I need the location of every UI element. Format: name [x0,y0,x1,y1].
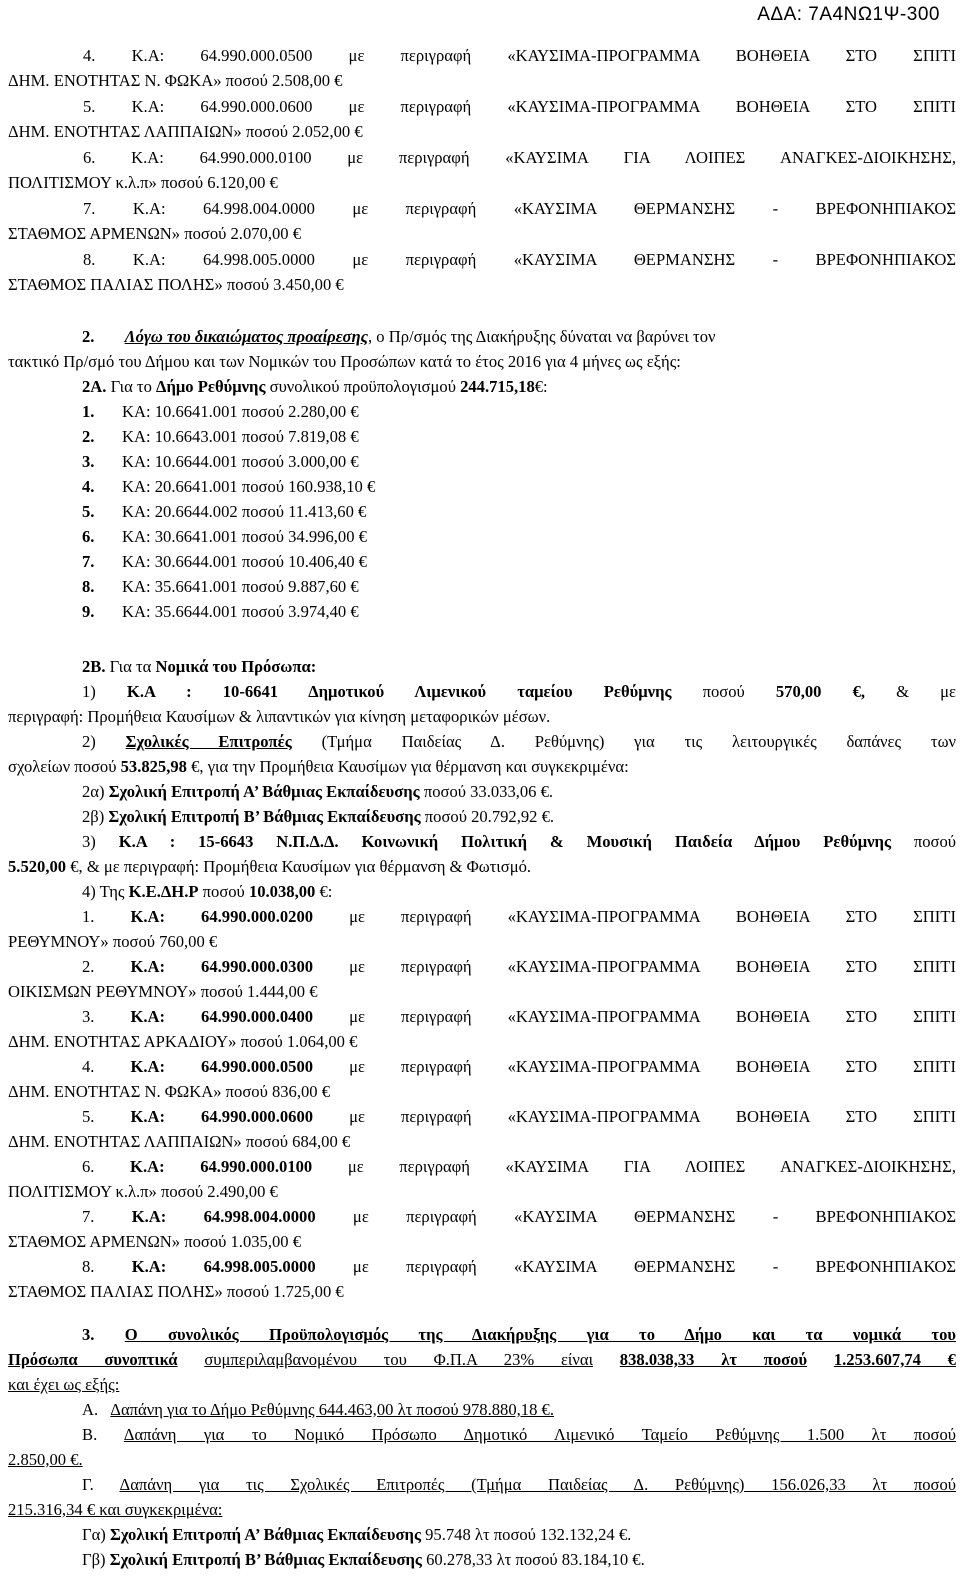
kedhr-item-desc: με περιγραφή «ΚΑΥΣΙΜΑ-ΠΡΟΓΡΑΜΜΑ ΒΟΗΘΕΙΑ ΣΤΟ ΣΠΙΤΙ [349,907,956,926]
sec3-B-line1 [0,1425,956,1445]
kedhr-item-code: Κ.Α: 64.990.000.0400 [130,1007,314,1026]
kedhr-item-desc: με περιγραφή «ΚΑΥΣΙΜΑ-ΠΡΟΓΡΑΜΜΑ ΒΟΗΘΕΙΑ ΣΤΟ ΣΠΙΤΙ [349,957,956,976]
ka-list-text: ΚΑ: 20.6641.001 ποσού 160.938,10 € [122,477,376,496]
kedhr-item-line1 [0,957,956,977]
b1-mid: ποσού [702,682,745,701]
ka-list-item [82,477,960,497]
sec3-Gb-bold: Σχολική Επιτροπή Β’ Βάθμιας Εκπαίδευσης [109,1550,422,1569]
b3-line2-rest: €, & με περιγραφή: Προμήθεια Καυσίμων για θέρμανση & Φωτισμό. [70,857,532,876]
b3-num: 3) [82,832,96,851]
sec2-b-pre: Για τα [109,657,152,676]
sec3-B-label: Β. [82,1425,98,1444]
ka-list-item [82,552,960,572]
kedhr-item-line1 [0,1157,956,1177]
b4-mid: ποσού [202,882,245,901]
sec3-A [82,1400,960,1420]
sec3-Ga-rest: 95.748 λτ ποσού 132.132,24 €. [425,1525,632,1544]
ka-list-number: 8. [82,577,95,596]
b2a-rest: ποσού 33.033,06 €. [423,782,554,801]
sec2-b2a [82,782,960,802]
item-top-6-line1: 6. Κ.Α: 64.990.000.0100 με περιγραφή «ΚΑΥΣΙΜΑ ΓΙΑ ΛΟΙΠΕΣ ΑΝΑΓΚΕΣ-ΔΙΟΙΚΗΣΗΣ, [83,148,956,167]
item-top-6-line2: ΠΟΛΙΤΙΣΜΟΥ κ.λ.π» ποσού 6.120,00 € [8,173,278,192]
sec2-a-amount: 244.715,18 [460,377,535,396]
sec3-l2-mid: συμπεριλαμβανομένου του Φ.Π.Α 23% είναι [204,1350,594,1369]
b1-num: 1) [82,682,96,701]
sec3-B-text: Δαπάνη για το Νομικό Πρόσωπο Δημοτικό Λιμενικό Ταμείο Ρεθύμνης 1.500 λτ ποσού [123,1425,956,1444]
ka-list-number: 2. [82,427,95,446]
ka-list-text: ΚΑ: 10.6641.001 ποσού 2.280,00 € [122,402,359,421]
kedhr-item-desc: με περιγραφή «ΚΑΥΣΙΜΑ-ΠΡΟΓΡΑΜΜΑ ΒΟΗΘΕΙΑ ΣΤΟ ΣΠΙΤΙ [349,1107,956,1126]
kedhr-item-number: 1. [82,907,95,926]
sec3-A-text: Δαπάνη για το Δήμο Ρεθύμνης 644.463,00 λτ ποσού 978.880,18 €. [110,1400,554,1419]
ka-list-item [82,527,960,547]
sec3-G-line1 [0,1475,956,1495]
sec3-G-line2: 215.316,34 € και συγκεκριμένα: [8,1500,223,1519]
b2-num: 2) [82,732,96,751]
kedhr-item-line2: ΔΗΜ. ΕΝΟΤΗΤΑΣ ΛΑΠΠΑΙΩΝ» ποσού 684,00 € [8,1132,351,1151]
b3-bold: Κ.Α : 15-6643 Ν.Π.Δ.Δ. Κοινωνική Πολιτική & Μουσική Παιδεία Δήμου Ρεθύμνης [118,832,891,851]
kedhr-item-desc: με περιγραφή «ΚΑΥΣΙΜΑ-ΠΡΟΓΡΑΜΜΑ ΒΟΗΘΕΙΑ ΣΤΟ ΣΠΙΤΙ [349,1057,956,1076]
sec2-num: 2. [82,327,95,346]
kedhr-item-line2: ΔΗΜ. ΕΝΟΤΗΤΑΣ Ν. ΦΩΚΑ» ποσού 836,00 € [8,1082,331,1101]
sec2-b2-line2 [8,757,960,777]
sec3-Ga-bold: Σχολική Επιτροπή Α’ Βάθμιας Εκπαίδευσης [109,1525,421,1544]
kedhr-item-code: Κ.Α: 64.990.000.0300 [130,957,314,976]
item-top-8-line2: ΣΤΑΘΜΟΣ ΠΑΛΙΑΣ ΠΟΛΗΣ» ποσού 3.450,00 € [8,275,344,294]
b1-end: & με [896,682,956,701]
ka-list-item [82,402,960,422]
kedhr-item-line1 [0,1057,956,1077]
sec2-a-heading [82,377,960,397]
sec2-a-label: 2Α. [82,377,107,396]
b2a-bold: Σχολική Επιτροπή Α’ Βάθμιας Εκπαίδευσης [108,782,420,801]
b3-end: ποσού [913,832,956,851]
b2b-pre: 2β) [82,807,105,826]
sec3-G-label: Γ. [82,1475,94,1494]
item-top-5-line1: 5. Κ.Α: 64.990.000.0600 με περιγραφή «ΚΑΥΣΙΜΑ-ΠΡΟΓΡΑΜΜΑ ΒΟΗΘΕΙΑ ΣΤΟ ΣΠΙΤΙ [83,97,956,116]
ka-list-text: ΚΑ: 35.6641.001 ποσού 9.887,60 € [122,577,359,596]
item-top-7-line2: ΣΤΑΘΜΟΣ ΑΡΜΕΝΩΝ» ποσού 2.070,00 € [8,224,302,243]
ka-list-number: 4. [82,477,95,496]
kedhr-item-desc: με περιγραφή «ΚΑΥΣΙΜΑ ΘΕΡΜΑΝΣΗΣ - ΒΡΕΦΟΝΗΠΙΑΚΟΣ [352,1207,956,1226]
kedhr-item-line1 [0,1107,956,1127]
sec3-A-label: Α. [82,1400,99,1419]
item-top-4-line2: ΔΗΜ. ΕΝΟΤΗΤΑΣ Ν. ΦΩΚΑ» ποσού 2.508,00 € [8,71,343,90]
sec3-line3: και έχει ως εξής: [8,1375,120,1394]
ka-list-item [82,427,960,447]
sec2-a-end: €: [534,377,548,396]
ka-list-item [82,602,960,622]
sec3-title1: Ο συνολικός Προϋπολογισμός της Διακήρυξης για το Δήμο και τα νομικά του [124,1325,956,1344]
b2-rest: (Τμήμα Παιδείας Δ. Ρεθύμνης) για τις λειτουργικές δαπάνες των [321,732,957,751]
sec3-Ga-pre: Γα) [82,1525,106,1544]
b4-pre: 4) Της [82,882,125,901]
b4-end: €: [319,882,333,901]
b2-amount: 53.825,98 [120,757,187,776]
sec2-b-label: 2Β. [82,657,106,676]
kedhr-item-desc: με περιγραφή «ΚΑΥΣΙΜΑ-ΠΡΟΓΡΑΜΜΑ ΒΟΗΘΕΙΑ ΣΤΟ ΣΠΙΤΙ [349,1007,956,1026]
kedhr-item-code: Κ.Α: 64.998.005.0000 [131,1257,316,1276]
sec2-a-pre: Για το [110,377,152,396]
kedhr-item-line2: ΟΙΚΙΣΜΩΝ ΡΕΘΥΜΝΟΥ» ποσού 1.444,00 € [8,982,318,1001]
kedhr-item-number: 8. [82,1257,95,1276]
b2b-rest: ποσού 20.792,92 €. [424,807,555,826]
sec2-b3-line2 [8,857,960,877]
sec3-Gb-rest: 60.278,33 λτ ποσού 83.184,10 €. [426,1550,645,1569]
kedhr-item-line1 [0,1257,956,1277]
kedhr-item-line2: ΔΗΜ. ΕΝΟΤΗΤΑΣ ΑΡΚΑΔΙΟΥ» ποσού 1.064,00 € [8,1032,358,1051]
ka-list-number: 6. [82,527,95,546]
sec3-B-line2: 2.850,00 €. [8,1450,83,1469]
sec3-l2-amt1: 838.038,33 λτ ποσού [619,1350,808,1369]
ka-list-number: 3. [82,452,95,471]
ka-list-number: 1. [82,402,95,421]
sec2-a-mid: συνολικού προϋπολογισμού [269,377,456,396]
sec2-a-bold: Δήμο Ρεθύμνης [156,377,266,396]
kedhr-item-code: Κ.Α: 64.990.000.0500 [130,1057,314,1076]
kedhr-item-code: Κ.Α: 64.990.000.0600 [130,1107,314,1126]
b3-amount: 5.520,00 [8,857,67,876]
kedhr-item-number: 7. [82,1207,95,1226]
item-top-8-line1: 8. Κ.Α: 64.998.005.0000 με περιγραφή «ΚΑΥΣΙΜΑ ΘΕΡΜΑΝΣΗΣ - ΒΡΕΦΟΝΗΠΙΑΚΟΣ [83,250,956,269]
sec2-text1: , ο Πρ/σμός της Διακήρυξης δύναται να βαρύνει τον [367,327,716,346]
ka-list-number: 7. [82,552,95,571]
kedhr-item-code: Κ.Α: 64.990.000.0100 [130,1157,313,1176]
kedhr-item-line2: ΡΕΘΥΜΝΟΥ» ποσού 760,00 € [8,932,218,951]
kedhr-item-line1 [0,1007,956,1027]
kedhr-item-desc: με περιγραφή «ΚΑΥΣΙΜΑ ΓΙΑ ΛΟΙΠΕΣ ΑΝΑΓΚΕΣ-ΔΙΟΙΚΗΣΗΣ, [347,1157,956,1176]
b4-bold: Κ.Ε.ΔΗ.Ρ [128,882,199,901]
sec2-b1-line2: περιγραφή: Προμήθεια Καυσίμων & λιπαντικών για κίνηση μεταφορικών μέσων. [8,707,551,726]
b2-line2-pre: σχολείων ποσού [8,757,117,776]
b4-amount: 10.038,00 [248,882,316,901]
ka-list-item [82,452,960,472]
sec3-line2 [0,1350,956,1370]
sec2-b3-line1 [0,832,956,852]
kedhr-item-desc: με περιγραφή «ΚΑΥΣΙΜΑ ΘΕΡΜΑΝΣΗΣ - ΒΡΕΦΟΝΗΠΙΑΚΟΣ [352,1257,956,1276]
kedhr-item-line2: ΣΤΑΘΜΟΣ ΑΡΜΕΝΩΝ» ποσού 1.035,00 € [8,1232,302,1251]
sec2-b4 [82,882,960,902]
b2b-bold: Σχολική Επιτροπή Β’ Βάθμιας Εκπαίδευσης [108,807,421,826]
ka-list-text: ΚΑ: 30.6644.001 ποσού 10.406,40 € [122,552,367,571]
b1-amount: 570,00 €, [775,682,866,701]
ka-list-text: ΚΑ: 35.6644.001 ποσού 3.974,40 € [122,602,359,621]
sec3-G-text: Δαπάνη για τις Σχολικές Επιτροπές (Τμήμα Παιδείας Δ. Ρεθύμνης) 156.026,33 λτ ποσού [119,1475,957,1494]
ka-list-text: ΚΑ: 10.6644.001 ποσού 3.000,00 € [122,452,359,471]
kedhr-item-code: Κ.Α: 64.998.004.0000 [131,1207,316,1226]
kedhr-item-number: 3. [82,1007,95,1026]
b2a-pre: 2α) [82,782,105,801]
sec3-num: 3. [82,1325,95,1344]
kedhr-item-line1 [0,907,956,927]
kedhr-item-line2: ΣΤΑΘΜΟΣ ΠΑΛΙΑΣ ΠΟΛΗΣ» ποσού 1.725,00 € [8,1282,344,1301]
item-top-4-line1: 4. Κ.Α: 64.990.000.0500 με περιγραφή «ΚΑΥΣΙΜΑ-ΠΡΟΓΡΑΜΜΑ ΒΟΗΘΕΙΑ ΣΤΟ ΣΠΙΤΙ [83,46,956,65]
item-top-7-line1: 7. Κ.Α: 64.998.004.0000 με περιγραφή «ΚΑΥΣΙΜΑ ΘΕΡΜΑΝΣΗΣ - ΒΡΕΦΟΝΗΠΙΑΚΟΣ [83,199,956,218]
kedhr-item-number: 5. [82,1107,95,1126]
sec2-heading [82,327,960,347]
ka-list-item [82,577,960,597]
b2-line2-rest: €, για την Προμήθεια Καυσίμων για θέρμανση και συγκεκριμένα: [191,757,629,776]
sec2-b-bold: Νομικά του Πρόσωπα: [155,657,317,676]
kedhr-item-number: 4. [82,1057,95,1076]
sec2-b1-line1 [0,682,956,702]
sec3-Gb-pre: Γβ) [82,1550,106,1569]
sec3-Ga [82,1525,960,1545]
sec3-line1 [0,1325,956,1345]
sec2-title: Λόγω του δικαιώματος προαίρεσης [124,327,368,346]
sec2-b-heading [82,657,960,677]
ka-list-number: 5. [82,502,95,521]
b2-bold: Σχολικές Επιτροπές [125,732,292,751]
sec2-b2b [82,807,960,827]
sec3-title2: Πρόσωπα συνοπτικά [8,1350,178,1369]
ka-list-text: ΚΑ: 30.6641.001 ποσού 34.996,00 € [122,527,367,546]
ka-list-item [82,502,960,522]
ka-list-text: ΚΑ: 20.6644.002 ποσού 11.413,60 € [122,502,367,521]
sec2-b2-line1 [0,732,956,752]
kedhr-item-line2: ΠΟΛΙΤΙΣΜΟΥ κ.λ.π» ποσού 2.490,00 € [8,1182,278,1201]
kedhr-item-number: 6. [82,1157,95,1176]
kedhr-item-number: 2. [82,957,95,976]
sec3-Gb [82,1550,960,1570]
sec2-text2: τακτικό Πρ/σμό του Δήμου και των Νομικών του Προσώπων κατά το έτος 2016 για 4 μήνες ως εξής: [8,352,681,371]
ka-list-number: 9. [82,602,95,621]
kedhr-item-line1 [0,1207,956,1227]
item-top-5-line2: ΔΗΜ. ΕΝΟΤΗΤΑΣ ΛΑΠΠΑΙΩΝ» ποσού 2.052,00 € [8,122,363,141]
sec3-l2-amt2: 1.253.607,74 € [833,1350,956,1369]
ada-header: ΑΔΑ: 7Α4ΝΩ1Ψ-300 [757,4,940,25]
kedhr-item-code: Κ.Α: 64.990.000.0200 [130,907,314,926]
ka-list-text: ΚΑ: 10.6643.001 ποσού 7.819,08 € [122,427,359,446]
b1-bold: Κ.Α : 10-6641 Δημοτικού Λιμενικού ταμείου Ρεθύμνης [126,682,672,701]
